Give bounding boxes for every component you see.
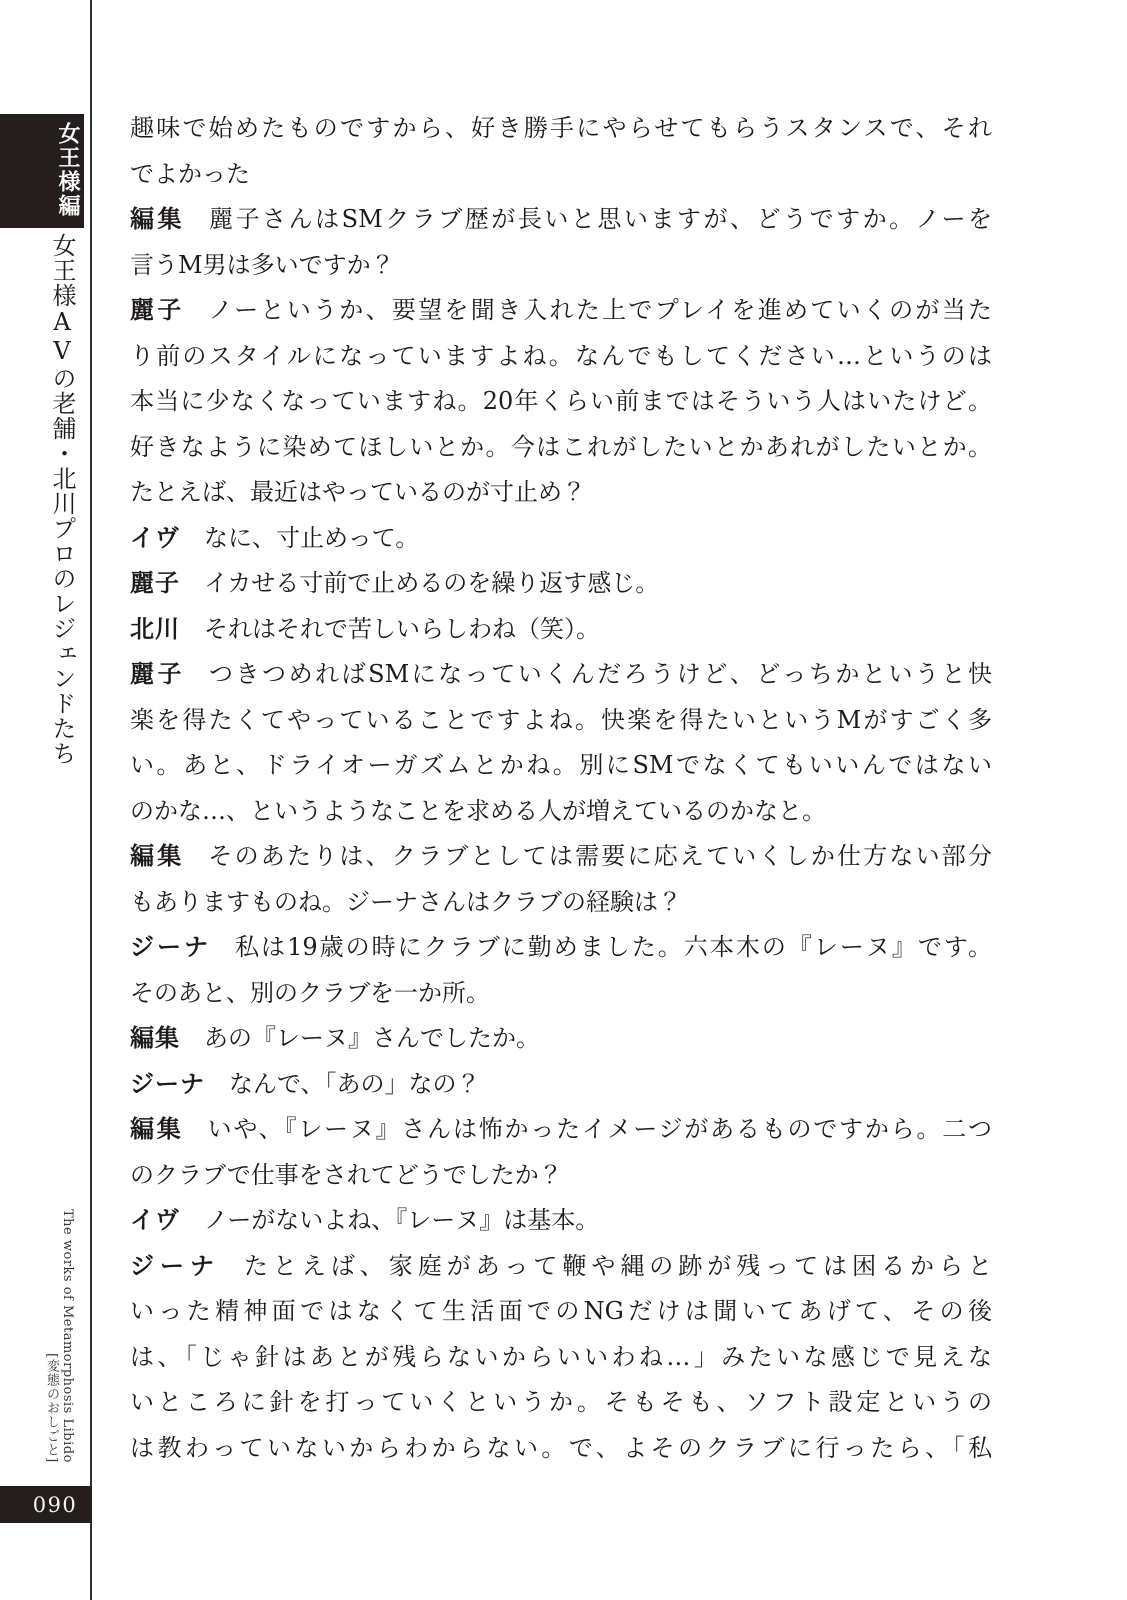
text-line [130, 1016, 992, 1062]
text-line [130, 880, 992, 926]
line-text: そのあたりは、クラブとしては需要に応えていくしか仕方ない部分 [208, 842, 993, 870]
chapter-tab [0, 114, 84, 228]
line-text: ノーがないよね、『レーヌ』は基本。 [204, 1206, 600, 1234]
speaker-name: 編集 [130, 842, 185, 870]
line-text: 言うM男は多いですか？ [130, 250, 395, 279]
line-text: いや、『レーヌ』さんは怖かったイメージがあるものですから。二つ [207, 1115, 992, 1143]
line-text: たとえば、家庭があって鞭や縄の跡が残っては困るからと [243, 1251, 992, 1280]
sidebar-rule [90, 0, 92, 1600]
line-text: あの『レーヌ』さんでしたか。 [204, 1024, 540, 1052]
line-text: つきつめればSMになっていくんだろうけど、どっちかというと快 [209, 660, 992, 688]
page-number: 090 [32, 1492, 78, 1517]
line-text: イカせる寸前で止めるのを繰り返す感じ。 [204, 569, 660, 597]
line-text: 楽を得たくてやっていることですよね。快楽を得たいというMがすごく多 [130, 705, 992, 734]
speaker-name: 麗子 [130, 296, 185, 324]
speaker-name: 編集 [130, 205, 186, 233]
page-number-box [0, 1486, 92, 1523]
line-text: それはそれで苦しいらしわね（笑）。 [204, 614, 600, 643]
text-column [130, 106, 992, 1471]
line-text: なんで、「あの」なの？ [229, 1069, 481, 1098]
speaker-name: 麗子 [130, 569, 180, 597]
text-line [130, 971, 992, 1017]
speaker-name: 編集 [130, 1024, 180, 1052]
line-text: ノーというか、要望を聞き入れた上でプレイを進めていくのが当た [208, 296, 992, 324]
line-text: のかな…、というようなことを求める人が増えているのかなと。 [130, 796, 826, 825]
text-line [130, 243, 992, 289]
line-text: 私は19歳の時にクラブに勤めました。六本木の『レーヌ』です。 [235, 933, 993, 961]
text-line [130, 470, 992, 516]
text-line [130, 925, 992, 971]
line-text: り前のスタイルになっていますよね。なんでもしてください…というのは [130, 341, 992, 370]
text-line [130, 789, 992, 835]
line-text: なに、寸止めって。 [204, 523, 420, 552]
speaker-name: ジーナ [130, 933, 212, 961]
line-text: は、「じゃ針はあとが残らないからいいわね…」みたいな感じで見えな [130, 1342, 992, 1371]
text-line [130, 516, 992, 562]
text-line [130, 334, 992, 380]
speaker-name: イヴ [130, 523, 180, 552]
speaker-name: イヴ [130, 1206, 180, 1234]
text-line [130, 1244, 992, 1290]
text-line [130, 743, 992, 789]
line-text: 好きなように染めてほしいとか。今はこれがしたいとかあれがしたいとか。 [130, 432, 992, 461]
text-line [130, 607, 992, 653]
text-line [130, 1062, 992, 1108]
speaker-name: ジーナ [130, 1251, 220, 1280]
speaker-name: 北川 [130, 614, 180, 643]
text-line [130, 561, 992, 607]
line-text: い。あと、ドライオーガズムとかね。別にSMでなくてもいいんではない [130, 751, 992, 779]
speaker-name: ジーナ [130, 1069, 205, 1098]
chapter-title: 女王様AVの老舗・北川プロのレジェンドたち [48, 233, 76, 766]
text-line [130, 698, 992, 744]
text-line [130, 152, 992, 198]
text-line [130, 1335, 992, 1381]
line-text: そのあと、別のクラブを一か所。 [130, 978, 490, 1007]
line-text: いところに針を打っていくというか。そもそも、ソフト設定というの [130, 1388, 992, 1416]
text-line [130, 834, 992, 880]
text-line [130, 652, 992, 698]
text-line [130, 1107, 992, 1153]
line-text: 趣味で始めたものですから、好き勝手にやらせてもらうスタンスで、それ [130, 114, 992, 142]
text-line [130, 197, 992, 243]
text-line [130, 288, 992, 334]
text-line [130, 379, 992, 425]
speaker-name: 編集 [130, 1115, 184, 1143]
speaker-name: 麗子 [130, 660, 186, 688]
line-text: たとえば、最近はやっているのが寸止め？ [130, 478, 586, 506]
line-text: いった精神面ではなくて生活面でのNGだけは聞いてあげて、その後 [130, 1297, 992, 1325]
footer-credit-ja: [変態のおしごと] [44, 1352, 59, 1463]
line-text: でよかった [130, 159, 250, 188]
line-text: は教わっていないからわからない。で、よそのクラブに行ったら、「私 [130, 1433, 992, 1462]
text-line [130, 1289, 992, 1335]
text-line [130, 425, 992, 471]
text-line [130, 1380, 992, 1426]
text-line [130, 1153, 992, 1199]
line-text: のクラブで仕事をされてどうでしたか？ [130, 1160, 563, 1189]
text-line [130, 1426, 992, 1472]
line-text: 麗子さんはSMクラブ歴が長いと思いますが、どうですか。ノーを [209, 205, 992, 233]
chapter-tab-label: 女王様編 [55, 122, 80, 218]
line-text: 本当に少なくなっていますね。20年くらい前まではそういう人はいたけど。 [130, 387, 992, 415]
text-line [130, 1198, 992, 1244]
text-line [130, 106, 992, 152]
footer-credit-en: The works of Metamorphosis Libido [60, 1209, 75, 1463]
line-text: もありますものね。ジーナさんはクラブの経験は？ [130, 887, 682, 916]
